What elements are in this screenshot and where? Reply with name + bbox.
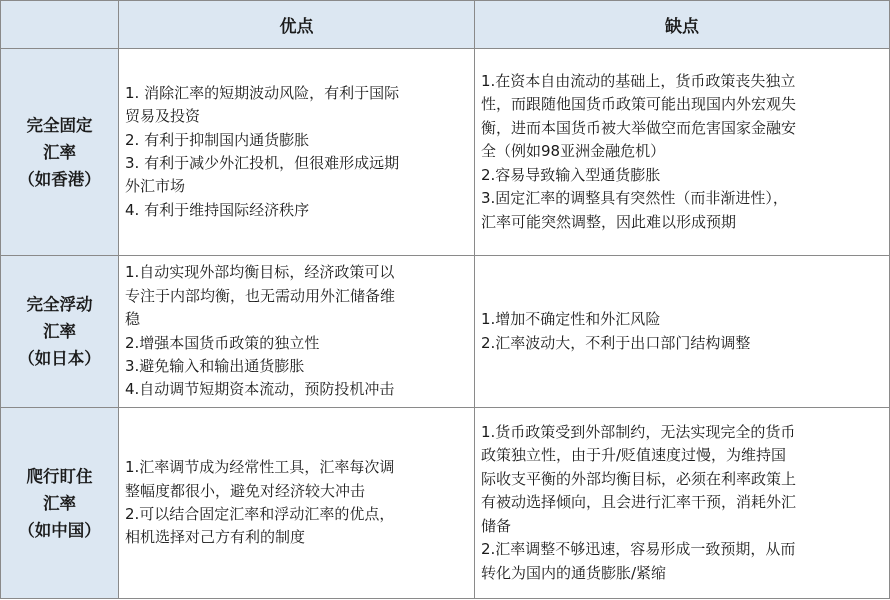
list-item: 1.增加不确定性和外汇风险 (481, 310, 661, 329)
list-item: 1.自动实现外部均衡目标，经济政策可以 专注于内部均衡，也无需动用外汇储备维 稳 (125, 263, 396, 329)
list-item: 3.避免输入和输出通货膨胀 (125, 356, 305, 375)
row-title-line: （如香港） (18, 169, 101, 189)
list-item: 2.增强本国货币政策的独立性 (125, 333, 320, 352)
row-title-floating (1, 256, 119, 408)
table-row (1, 49, 890, 256)
row-title-line: （如日本） (18, 349, 101, 368)
row-title-fixed (1, 49, 119, 256)
cons-cell-crawling-peg (475, 408, 890, 599)
row-title-crawling-peg (1, 408, 119, 599)
list-item: 1.在资本自由流动的基础上，货币政策丧失独立 性，而跟随他国货币政策可能出现国内外宏观失 衡，进而本国货币被大举做空而危害国家金融安 全（例如98亚洲金融危机） (481, 72, 797, 161)
row-title-line: 汇率 (43, 322, 76, 341)
list-item: 4. 有利于维持国际经济秩序 (125, 200, 310, 219)
table-row (1, 408, 890, 599)
row-title-line: 汇率 (43, 142, 76, 162)
list-item: 2. 有利于抑制国内通货膨胀 (125, 130, 310, 149)
list-item: 3. 有利于减少外汇投机，但很难形成远期 外汇市场 (125, 154, 400, 196)
header-corner-cell (1, 1, 119, 49)
list-item: 3.固定汇率的调整具有突然性（而非渐进性）， 汇率可能突然调整，因此难以形成预期 (481, 189, 788, 231)
cons-cell-floating (475, 256, 890, 408)
row-title-line: 汇率 (43, 493, 76, 513)
row-title-line: 完全固定 (26, 115, 93, 135)
header-cons: 缺点 (475, 1, 890, 49)
header-pros: 优点 (119, 1, 475, 49)
list-item: 2.汇率调整不够迅速，容易形成一致预期，从而 转化为国内的通货膨胀/紧缩 (481, 540, 796, 582)
row-title-line: 爬行盯住 (26, 466, 93, 486)
cons-cell-fixed (475, 49, 890, 256)
list-item: 1. 消除汇率的短期波动风险，有利于国际 贸易及投资 (125, 83, 400, 126)
list-item: 2.汇率波动大，不利于出口部门结构调整 (481, 333, 751, 352)
list-item: 1.汇率调节成为经常性工具，汇率每次调 整幅度都很小，避免对经济较大冲击 (125, 458, 395, 500)
pros-cell-fixed (119, 49, 475, 256)
list-item: 2.可以结合固定汇率和浮动汇率的优点， 相机选择对己方有利的制度 (125, 505, 395, 547)
pros-cell-crawling-peg (119, 408, 475, 599)
row-title-line: （如中国） (18, 520, 101, 540)
list-item: 1.货币政策受到外部制约，无法实现完全的货币 政策独立性，由于升/贬值速度过慢，为维持国 际收支平衡的外部均衡目标，必须在利率政策上 有被动选择倾向，且会进行汇率干预，消耗外汇 储备 (481, 423, 797, 535)
list-item: 2.容易导致输入型通货膨胀 (481, 165, 661, 184)
table-row (1, 256, 890, 408)
list-item: 4.自动调节短期资本流动，预防投机冲击 (125, 380, 395, 399)
pros-cell-floating (119, 256, 475, 408)
header-row (1, 1, 890, 49)
row-title-line: 完全浮动 (26, 295, 93, 314)
